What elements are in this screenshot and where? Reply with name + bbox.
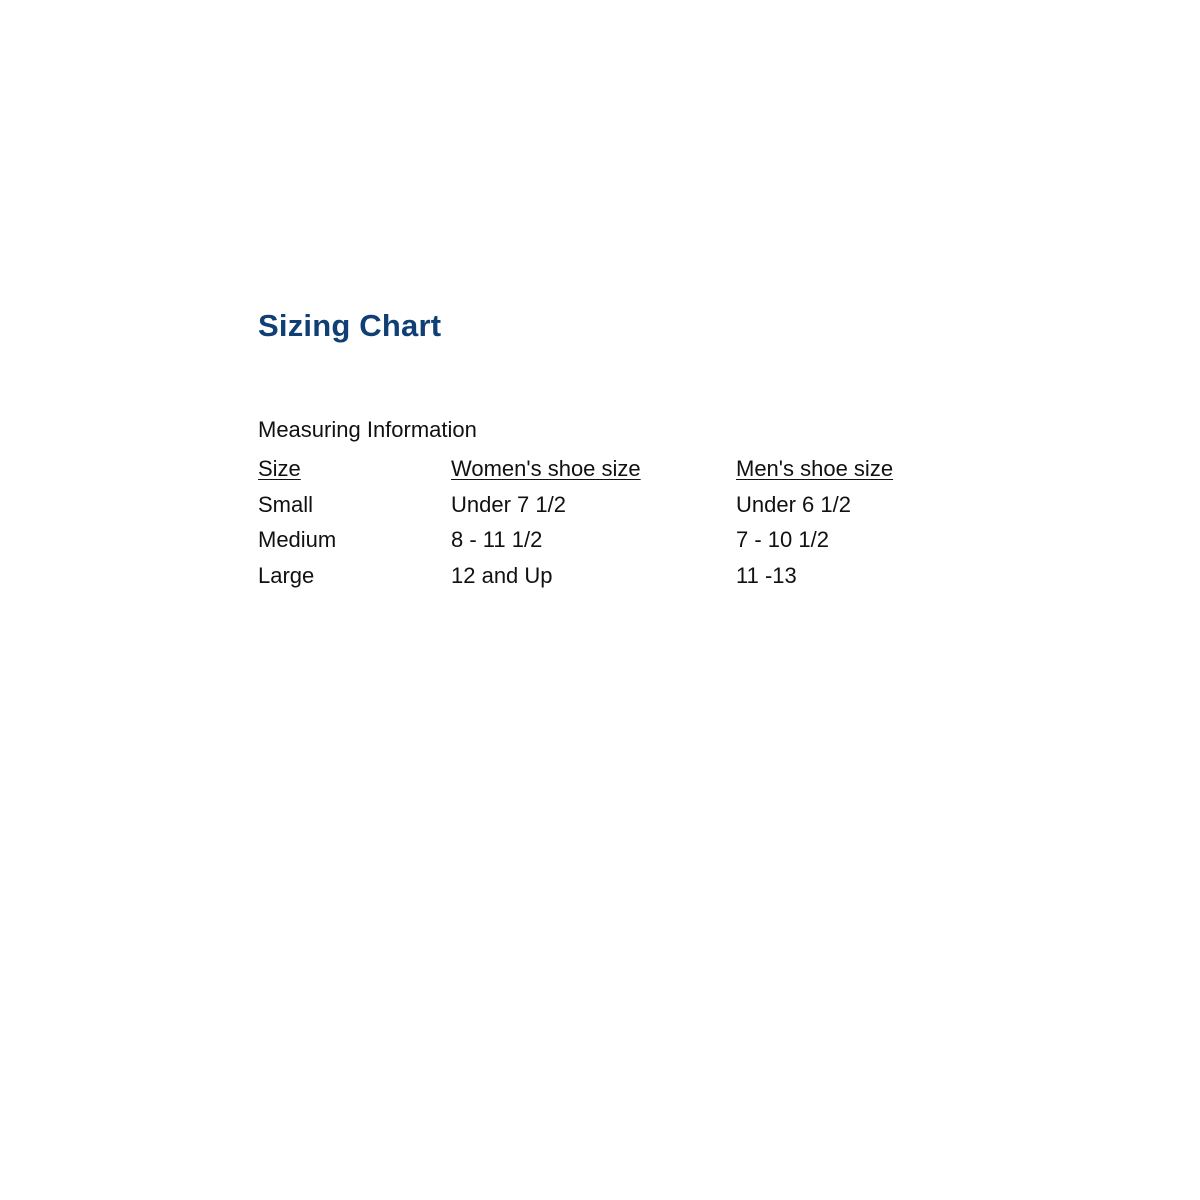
header-mens-shoe-size <box>736 451 986 487</box>
header-mens-label: Men's shoe size <box>736 456 894 481</box>
page-title: Sizing Chart <box>258 308 442 343</box>
header-size-label: Size <box>258 456 301 481</box>
table-row <box>258 522 986 558</box>
cell-womens-size: 12 and Up <box>451 562 553 588</box>
header-size <box>258 451 451 487</box>
header-womens-shoe-size <box>451 451 736 487</box>
cell-size: Large <box>258 562 315 588</box>
cell-mens-size: 7 - 10 1/2 <box>736 527 829 552</box>
header-womens-label: Women's shoe size <box>451 456 641 481</box>
table-row <box>258 487 986 523</box>
cell-womens-size: Under 7 1/2 <box>451 491 566 517</box>
table-header-row <box>258 451 986 487</box>
sizing-table <box>258 451 986 593</box>
measuring-info-heading: Measuring Information <box>258 417 477 442</box>
cell-mens-size: Under 6 1/2 <box>736 491 851 517</box>
cell-size: Small <box>258 491 314 517</box>
cell-mens-size: 11 -13 <box>736 562 797 588</box>
table-row <box>258 558 986 594</box>
cell-size: Medium <box>258 527 337 552</box>
cell-womens-size: 8 - 11 1/2 <box>451 527 543 552</box>
